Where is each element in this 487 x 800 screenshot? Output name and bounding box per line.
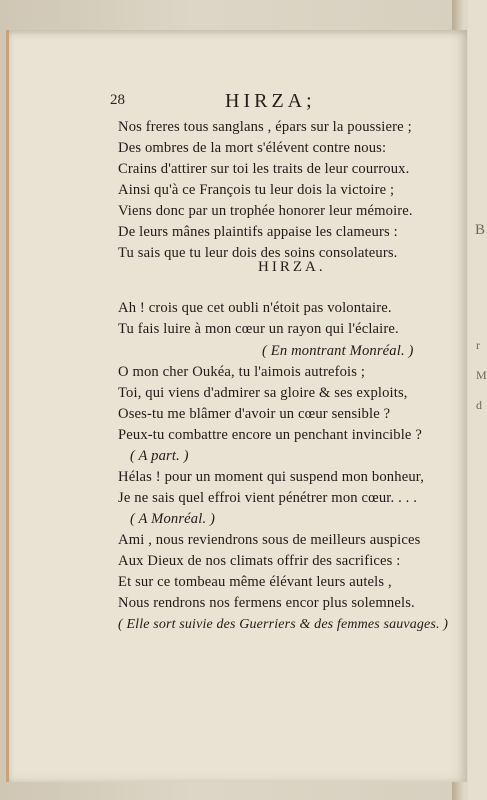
verse-line: Oses-tu me blâmer d'avoir un cœur sensible ? (118, 406, 391, 422)
verse-line: Peux-tu combattre encore un penchant invincible ? (118, 427, 422, 443)
verse-line: Crains d'attirer sur toi les traits de leur courroux. (118, 161, 410, 177)
verse-line: Ami , nous reviendrons sous de meilleurs auspices (118, 532, 421, 548)
verse-line: Tu fais luire à mon cœur un rayon qui l'éclaire. (118, 321, 399, 337)
verse-line: Des ombres de la mort s'élévent contre nous: (118, 140, 387, 156)
stage-direction: ( Elle sort suivie des Guerriers & des femmes sauvages. ) (118, 617, 449, 632)
verse-line: Nos freres tous sanglans , épars sur la poussiere ; (118, 119, 412, 135)
adjacent-page-glyph: d (476, 398, 482, 412)
page-header (110, 92, 450, 114)
verse-line: Toi, qui viens d'admirer sa gloire & ses exploits, (118, 385, 408, 401)
verse-line: Viens donc par un trophée honorer leur mémoire. (118, 203, 413, 219)
speaker-heading: HIRZA. (258, 259, 326, 275)
verse-line: Nous rendrons nos fermens encor plus solemnels. (118, 595, 415, 611)
verse-line: Ainsi qu'à ce François tu leur dois la victoire ; (118, 182, 395, 198)
verse-line: O mon cher Oukéa, tu l'aimois autrefois ; (118, 364, 366, 380)
verse-line: De leurs mânes plaintifs appaise les clameurs : (118, 224, 398, 240)
running-title: HIRZA; (225, 90, 316, 112)
verse-line: Ah ! crois que cet oubli n'étoit pas volontaire. (118, 300, 392, 316)
verse-line: Je ne sais quel effroi vient pénétrer mon cœur. . . . (118, 490, 418, 506)
stage-direction: ( A Monréal. ) (130, 511, 216, 527)
page-number: 28 (110, 92, 125, 108)
verse-line: Hélas ! pour un moment qui suspend mon bonheur, (118, 469, 425, 485)
verse-line: Tu sais que tu leur dois des soins consolateurs. (118, 245, 398, 261)
verse-line: Et sur ce tombeau même élévant leurs autels , (118, 574, 392, 590)
verse-line: Aux Dieux de nos climats offrir des sacrifices : (118, 553, 401, 569)
stage-direction: ( En montrant Monréal. ) (262, 343, 414, 359)
adjacent-page-glyph: B (475, 222, 486, 238)
adjacent-page-glyph: r (476, 338, 480, 352)
adjacent-page-glyph: M (476, 368, 487, 382)
stage-direction: ( A part. ) (130, 448, 189, 464)
